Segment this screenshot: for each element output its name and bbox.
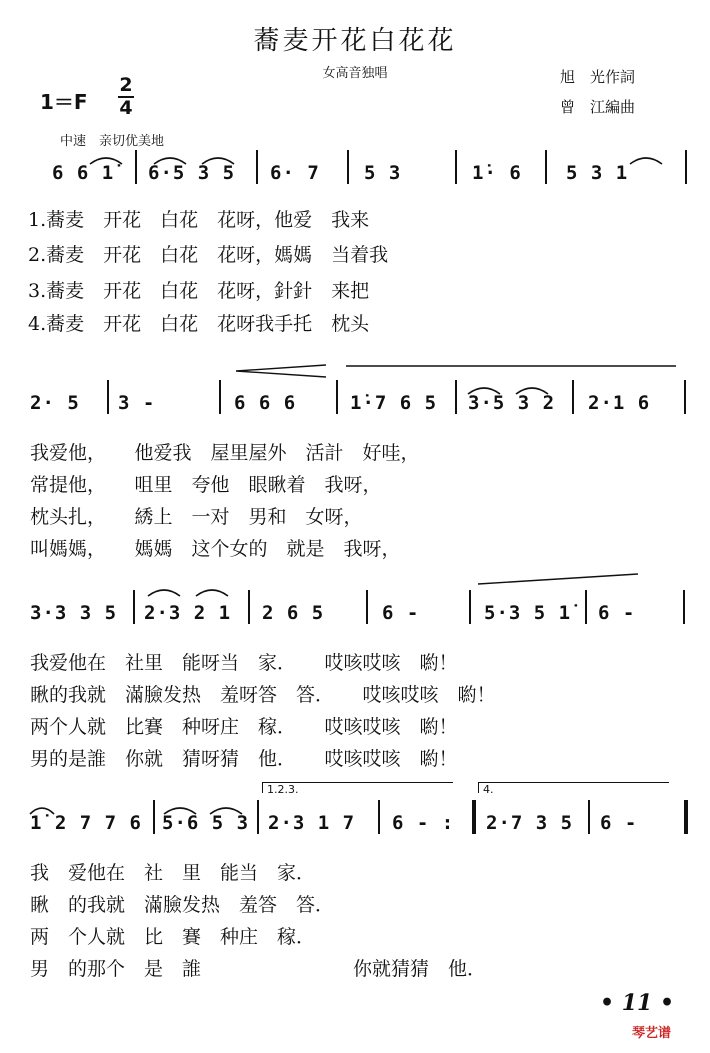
time-signature <box>118 76 134 118</box>
lyric-line: 我爱他， 他爱我 屋里屋外 活計 好哇， <box>30 442 420 464</box>
notes-measure: 6 6 6 <box>234 392 297 414</box>
notes-measure: 2 6 5 <box>262 602 325 624</box>
notes-measure: 1̇·7 6 5 <box>350 392 438 414</box>
notes-measure: 6 - : <box>392 812 455 834</box>
notes-measure: 3·5 3 2 <box>468 392 556 414</box>
notes-measure: 6·5 3 5 <box>148 162 236 184</box>
slur-marks <box>146 584 246 598</box>
lyric-line: 我爱他在 社里 能呀当 家． 哎咳哎咳 喲！ <box>30 652 458 674</box>
song-title: 蕎麦开花白花花 <box>253 26 457 56</box>
crescendo-mark <box>478 572 658 586</box>
key-signature: 1＝F <box>40 90 88 114</box>
lyric-line: 我 爱他在 社 里 能当 家． <box>30 862 316 884</box>
notes-measure: 3·3 3 5 <box>30 602 118 624</box>
crescendo-marks <box>236 364 676 378</box>
lyric-line: 4.蕎麦 开花 白花 花呀我手托 枕头 <box>28 313 370 335</box>
notes-measure: 6 - <box>382 602 420 624</box>
slur-mark <box>628 152 668 166</box>
lyric-line: 枕头扎， 綉上 一对 男和 女呀， <box>30 506 363 528</box>
notes-measure: 2·3 1 7 <box>268 812 356 834</box>
notes-measure: 1̇· 6 <box>472 162 522 184</box>
composer-credit: 曾 江編曲 <box>560 98 636 116</box>
lyric-line: 常提他， 咀里 夸他 眼瞅着 我呀， <box>30 474 382 496</box>
notes-measure: 5 3 1 <box>566 162 629 184</box>
notes-measure: 5·3 5 1̇ <box>484 602 572 624</box>
notes-measure: 1̇ 2 7 7 6 <box>30 812 142 834</box>
lyric-line: 1.蕎麦 开花 白花 花呀，他爱 我来 <box>28 209 370 231</box>
notes-measure: 6· 7 <box>270 162 320 184</box>
song-subtitle: 女高音独唱 <box>322 66 388 81</box>
lyric-line: 两个人就 比賽 种呀庄 稼． 哎咳哎咳 喲！ <box>30 716 458 738</box>
page-number: • 11 • <box>600 990 675 1016</box>
volta-bracket-2: 4. <box>478 782 669 793</box>
slur-marks <box>28 802 258 816</box>
lyric-line: 瞅的我就 滿臉发热 羞呀答 答． 哎咳哎咳 喲！ <box>30 684 496 706</box>
lyricist-credit: 旭 光作詞 <box>560 68 636 86</box>
time-sig-bottom: 4 <box>119 97 133 119</box>
notes-measure: 5·6 5 3 <box>162 812 250 834</box>
time-sig-top: 2 <box>119 74 133 96</box>
notes-measure: 3 - <box>118 392 156 414</box>
lyric-line: 瞅 的我就 滿臉发热 羞答 答． <box>30 894 335 916</box>
notes-measure: 6 6 1̇ <box>52 162 115 184</box>
watermark-logo: 琴艺谱 <box>632 1026 672 1041</box>
notes-measure: 2·1 6 <box>588 392 651 414</box>
notes-measure: 2·3 2 1 <box>144 602 232 624</box>
lyric-line: 男 的那个 是 誰 你就猜猜 他． <box>30 958 487 980</box>
lyric-line: 叫媽媽， 媽媽 这个女的 就是 我呀， <box>30 538 401 560</box>
notes-measure: 6 - <box>598 602 636 624</box>
volta-bracket-1: 1.2.3. <box>262 782 453 793</box>
lyric-line: 2.蕎麦 开花 白花 花呀，媽媽 当着我 <box>28 244 389 266</box>
notes-measure: 5 3 <box>364 162 402 184</box>
slur-marks <box>466 382 576 396</box>
notes-measure: 2· 5 <box>30 392 80 414</box>
tempo-marking: 中速 亲切优美地 <box>60 134 165 149</box>
lyric-line: 两 个人就 比 賽 种庄 稼． <box>30 926 316 948</box>
notes-measure: 2·7 3 5 <box>486 812 574 834</box>
notes-measure: 6 - <box>600 812 638 834</box>
lyric-line: 3.蕎麦 开花 白花 花呀，針針 来把 <box>28 280 370 302</box>
lyric-line: 男的是誰 你就 猜呀猜 他． 哎咳哎咳 喲！ <box>30 748 458 770</box>
slur-marks <box>88 152 248 166</box>
